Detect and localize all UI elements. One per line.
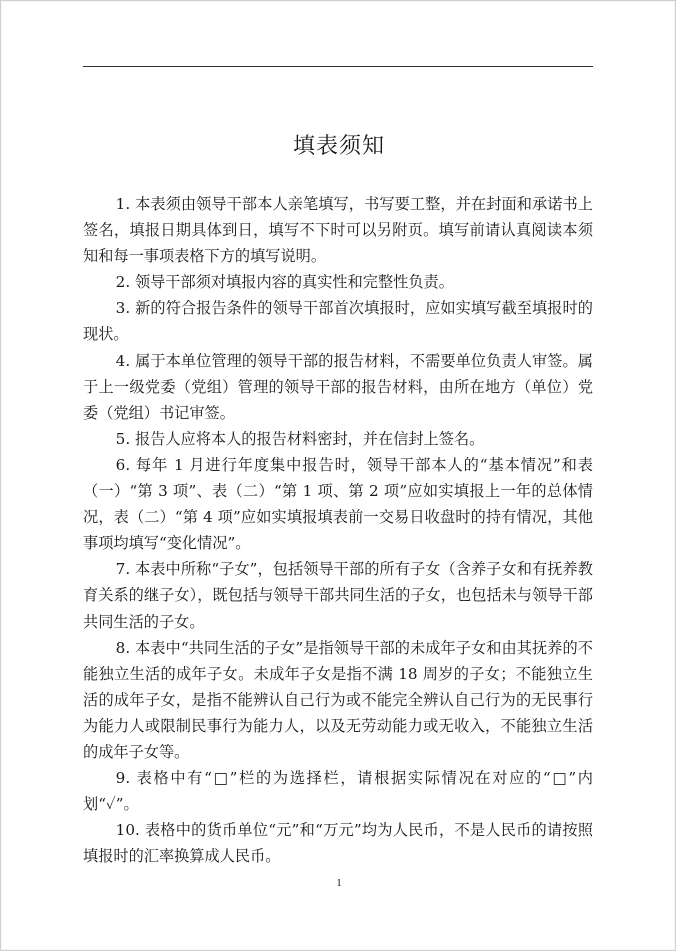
instruction-item-5: 5. 报告人应将本人的报告材料密封，并在信封上签名。: [115, 429, 485, 448]
page-title: 填表须知: [292, 134, 385, 159]
instruction-item-9: 9. 表格中有“□”栏的为选择栏，请根据实际情况在对应的“□”内划“✓”。: [83, 769, 593, 814]
instruction-item-1: 1. 本表须由领导干部本人亲笔填写，书写要工整，并在封面和承诺书上签名，填报日期具体到日，填写不下时可以另附页。填写前请认真阅读本须知和每一事项表格下方的填写说明。: [83, 195, 593, 266]
instruction-item-8: 8. 本表中“共同生活的子女”是指领导干部的未成年子女和由其抚养的不能独立生活的成年子女。未成年子女是指不满 18 周岁的子女；不能独立生活的成年子女，是指不能辨认自己行为或不能完全辨认自己行为的无民事行为能力人或限制民事行为能力人，以及无劳动能力或无收入，不能独立生活的成年子女等。: [83, 638, 593, 761]
instruction-item-4: 4. 属于本单位管理的领导干部的报告材料，不需要单位负责人审签。属于上一级党委（党组）管理的领导干部的报告材料，由所在地方（单位）党委（党组）书记审签。: [83, 351, 593, 422]
header-rule: [83, 66, 593, 67]
instruction-item-10: 10. 表格中的货币单位“元”和“万元”均为人民币，不是人民币的请按照填报时的汇率换算成人民币。: [83, 821, 593, 866]
page-number: 1: [336, 877, 342, 889]
instruction-item-2: 2. 领导干部须对填报内容的真实性和完整性负责。: [115, 273, 454, 292]
instruction-item-3: 3. 新的符合报告条件的领导干部首次填报时，应如实填写截至填报时的现状。: [83, 299, 593, 344]
instructions-body: [83, 191, 593, 869]
instruction-item-7: 7. 本表中所称“子女”，包括领导干部的所有子女（含养子女和有抚养教育关系的继子女），既包括与领导干部共同生活的子女，也包括未与领导干部共同生活的子女。: [83, 560, 593, 631]
instruction-item-6: 6. 每年 1 月进行年度集中报告时，领导干部本人的“基本情况”和表（一）“第 3 项”、表（二）“第 1 项、第 2 项”应如实填报上一年的总体情况，表（二）“第 4 项”应如实填报填表前一交易日收盘时的持有情况，其他事项均填写“变化情况”。: [83, 455, 593, 553]
